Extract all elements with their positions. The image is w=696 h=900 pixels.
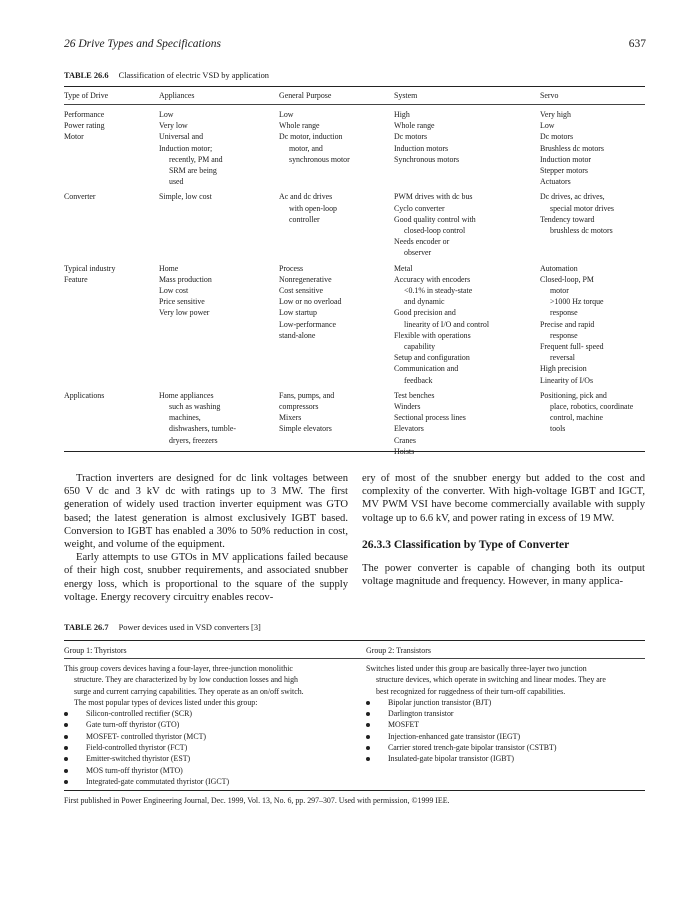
table1-col-type: Type of Drive <box>64 91 109 100</box>
table-cell <box>540 263 578 274</box>
cell-line: Winders <box>394 401 421 411</box>
cell-line: special motor drives <box>550 203 614 213</box>
cell-line: Good precision and <box>394 308 456 318</box>
bullet-icon <box>64 712 68 716</box>
cell-line: High <box>394 110 410 119</box>
cell-line: Low <box>279 110 294 119</box>
cell-line: linearity of I/O and control <box>404 319 490 329</box>
cell-line: capability <box>404 341 436 351</box>
cell-line: Very low <box>159 121 188 131</box>
cell-line: Communication and <box>394 364 459 374</box>
cell-line: Elevators <box>394 424 424 434</box>
intro-line: structure devices, which operate in switching and linear modes. They are <box>376 675 606 685</box>
cell-line: Dc motor, induction <box>279 132 343 142</box>
cell-line: place, robotics, coordinate <box>550 401 634 411</box>
cell-line: tools <box>550 424 566 434</box>
intro-line: best recognized for ruggedness of their turn-off capabilities. <box>376 686 566 696</box>
paragraph: Traction inverters are designed for dc link voltages between 650 V dc and 3 kV dc with ratings up to 3 MW. The first generation of widely used traction inverter equipment was GTO based; the latest generation is almost exclusively IGBT based. Conversion to IGBT has enabled a 30% to 50% reduction in cost, weight, and volume of the equipment. <box>64 473 348 551</box>
bullet-icon <box>64 769 68 773</box>
table-row <box>64 390 645 457</box>
table-row <box>64 120 645 131</box>
intro-line: This group covers devices having a four-layer, three-junction monolithic <box>64 664 293 673</box>
table1-title: Classification of electric VSD by application <box>118 71 269 80</box>
cell-line: Sectional process lines <box>394 413 466 423</box>
table-cell <box>279 120 320 131</box>
cell-line: Induction motors <box>394 143 449 153</box>
cell-line: Accuracy with encoders <box>394 274 471 284</box>
table1-top-rule <box>64 86 645 87</box>
cell-line: Stepper motors <box>540 165 588 175</box>
table1-col-general: General Purpose <box>279 91 332 100</box>
table-cell <box>394 131 459 165</box>
cell-line: Cost sensitive <box>279 285 324 295</box>
table2-top-rule <box>64 640 645 641</box>
cell-line: Low-performance <box>279 319 336 329</box>
cell-line: dishwashers, tumble- <box>169 424 237 434</box>
list-item-text: Bipolar junction transistor (BJT) <box>388 697 492 707</box>
cell-line: PWM drives with dc bus <box>394 192 473 202</box>
list-item <box>366 708 645 719</box>
list-item-text: Field-controlled thyristor (FCT) <box>86 743 188 753</box>
list-item-text: Carrier stored trench-gate bipolar transistor (CSTBT) <box>388 743 557 753</box>
table1-label: TABLE 26.6 <box>64 71 109 80</box>
list-item <box>64 731 354 742</box>
cell-line: Linearity of I/Os <box>540 375 594 385</box>
cell-line: Induction motor <box>540 154 592 164</box>
table-cell <box>540 109 571 120</box>
cell-line: observer <box>404 248 432 258</box>
cell-line: closed-loop control <box>404 225 466 235</box>
bullet-icon <box>366 712 370 716</box>
list-item-text: Injection-enhanced gate transistor (IEGT) <box>388 731 521 741</box>
bullet-icon <box>64 757 68 761</box>
cell-line: Fans, pumps, and <box>279 390 335 400</box>
cell-line: Process <box>279 263 304 273</box>
table-row <box>64 109 645 120</box>
table-cell <box>64 274 88 285</box>
cell-line: Low startup <box>279 308 317 318</box>
list-item-text: MOSFET <box>388 720 420 730</box>
table2-group1-header: Group 1: Thyristors <box>64 646 127 655</box>
table-cell <box>394 263 412 274</box>
bullet-icon <box>366 723 370 727</box>
table2-label: TABLE 26.7 <box>64 623 109 632</box>
table-cell <box>394 390 466 457</box>
cell-line: SRM are being <box>169 165 217 175</box>
table-cell <box>64 263 115 274</box>
table-cell <box>159 274 212 319</box>
cell-line: machines, <box>169 413 201 423</box>
table1-body <box>64 109 645 457</box>
table2-caption <box>64 623 261 632</box>
cell-line: controller <box>289 214 320 224</box>
list-item-text: Silicon-controlled rectifier (SCR) <box>86 709 193 719</box>
cell-line: Power rating <box>64 121 105 131</box>
paragraph: Early attempts to use GTOs in MV applications failed because of their high cost, snubber requirements, and associated snubber energy loss, which is proportional to the square of the supply voltage. Energy recovery circuitry enables recov- <box>64 552 348 603</box>
table-cell <box>64 390 104 401</box>
table-cell <box>394 109 410 120</box>
cell-line: Motor <box>64 132 84 142</box>
list-item-text: MOS turn-off thyristor (MTO) <box>86 765 183 775</box>
bullet-icon <box>64 780 68 784</box>
cell-line: reversal <box>550 353 575 363</box>
cell-line: Simple, low cost <box>159 192 212 202</box>
cell-line: Automation <box>540 263 578 273</box>
list-item <box>366 753 645 764</box>
cell-line: dryers, freezers <box>169 435 218 445</box>
table-cell <box>279 390 334 435</box>
table1-bottom-rule <box>64 451 645 452</box>
cell-line: Ac and dc drives <box>279 192 333 202</box>
table-cell <box>159 390 236 446</box>
table-cell <box>159 109 173 120</box>
cell-line: compressors <box>279 401 319 411</box>
table-cell <box>159 263 178 274</box>
cell-line: with open-loop <box>289 203 337 213</box>
table-cell <box>279 191 337 225</box>
table-row <box>64 131 645 191</box>
table-cell <box>540 191 614 236</box>
cell-line: Closed-loop, PM <box>540 274 594 284</box>
table-cell <box>159 120 188 131</box>
page-number: 637 <box>628 38 646 50</box>
intro-line: surge and current carrying capabilities. They operate as an on/off switch. <box>74 686 304 696</box>
intro-line: The most popular types of devices listed under this group: <box>74 697 258 707</box>
header-title: 26 Drive Types and Specifications <box>64 38 221 50</box>
cell-line: Universal and <box>159 132 204 142</box>
table-cell <box>64 131 84 142</box>
cell-line: Low <box>540 121 555 131</box>
cell-line: recently, PM and <box>169 154 223 164</box>
body-right-column <box>362 472 645 588</box>
list-item <box>64 753 354 764</box>
section-heading: 26.3.3 Classification by Type of Converter <box>362 537 570 551</box>
cell-line: <0.1% in steady-state <box>404 285 473 295</box>
cell-line: and dynamic <box>404 297 445 307</box>
cell-line: Good quality control with <box>394 214 476 224</box>
cell-line: Nonregenerative <box>279 274 332 284</box>
cell-line: Synchronous motors <box>394 154 460 164</box>
cell-line: Induction motor; <box>159 143 213 153</box>
table-cell <box>279 263 303 274</box>
cell-line: Low or no overload <box>279 297 342 307</box>
table-cell <box>540 120 554 131</box>
bullet-icon <box>64 723 68 727</box>
table1-col-appliances: Appliances <box>159 91 195 100</box>
table1-caption <box>64 71 269 80</box>
list-item-text: Gate turn-off thyristor (GTO) <box>86 720 180 730</box>
cell-line: Dc motors <box>540 132 574 142</box>
table-cell <box>540 274 604 386</box>
table-cell <box>279 131 350 165</box>
cell-line: Tendency toward <box>540 214 595 224</box>
list-item <box>366 719 645 730</box>
table1-col-servo: Servo <box>540 91 559 100</box>
intro-line: Switches listed under this group are basically three-layer two junction <box>366 664 587 673</box>
cell-line: Low cost <box>159 285 189 295</box>
cell-line: Positioning, pick and <box>540 390 607 400</box>
bullet-icon <box>366 735 370 739</box>
bullet-icon <box>366 701 370 705</box>
cell-line: Very high <box>540 110 571 119</box>
cell-line: Flexible with operations <box>394 330 471 340</box>
cell-line: synchronous motor <box>289 154 350 164</box>
cell-line: Test benches <box>394 390 435 400</box>
table2-bottom-rule <box>64 790 645 791</box>
table-cell <box>394 120 435 131</box>
paragraph: ery of most of the snubber energy but added to the cost and complexity of the converter. With high-voltage IGBT and IGCT, MV PWM VSI have become commercially available with supply voltage up to 6.6 kV, and power rating in excess of 19 MW. <box>362 473 645 524</box>
table-cell <box>394 274 489 386</box>
body-left-column <box>64 472 348 604</box>
list-item <box>64 765 354 776</box>
list-item-text: Insulated-gate bipolar transistor (IGBT) <box>388 754 514 764</box>
table2-title: Power devices used in VSD converters [3] <box>118 623 261 632</box>
cell-line: Metal <box>394 263 413 273</box>
cell-line: used <box>169 177 184 187</box>
cell-line: Home <box>159 263 179 273</box>
cell-line: Whole range <box>394 121 435 131</box>
table-cell <box>64 191 96 202</box>
table2-group1-content <box>64 663 354 787</box>
cell-line: Performance <box>64 110 105 119</box>
cell-line: Hoists <box>394 446 415 456</box>
cell-line: Setup and configuration <box>394 353 470 363</box>
table-cell <box>159 191 212 202</box>
list-item <box>64 719 354 730</box>
table-cell <box>540 390 633 435</box>
cell-line: >1000 Hz torque <box>550 297 604 307</box>
cell-line: such as washing <box>169 401 221 411</box>
cell-line: Frequent full- speed <box>540 341 604 351</box>
table1-header-row <box>64 90 645 102</box>
table-cell <box>540 131 604 187</box>
list-item-text: Emitter-switched thyristor (EST) <box>86 754 191 764</box>
cell-line: response <box>550 330 578 340</box>
table-cell <box>394 191 476 258</box>
cell-line: Applications <box>64 390 105 400</box>
paragraph: The power converter is capable of changing both its output voltage magnitude and frequency. However, in many applica- <box>362 563 645 588</box>
table-cell <box>279 109 293 120</box>
cell-line: Typical industry <box>64 263 116 273</box>
cell-line: Home appliances <box>159 390 214 400</box>
cell-line: response <box>550 308 578 318</box>
cell-line: brushless dc motors <box>550 225 613 235</box>
cell-line: Very low power <box>159 308 210 318</box>
list-item-text: Integrated-gate commutated thyristor (IGCT) <box>86 776 230 786</box>
table1-col-system: System <box>394 91 418 100</box>
cell-line: Converter <box>64 192 96 202</box>
cell-line: stand-alone <box>279 330 316 340</box>
cell-line: Precise and rapid <box>540 319 595 329</box>
bullet-icon <box>366 757 370 761</box>
cell-line: Dc drives, ac drives, <box>540 192 605 202</box>
cell-line: feedback <box>404 375 433 385</box>
cell-line: Brushless dc motors <box>540 143 604 153</box>
bullet-icon <box>64 735 68 739</box>
bullet-icon <box>366 746 370 750</box>
cell-line: Mass production <box>159 274 212 284</box>
list-item <box>366 731 645 742</box>
footnote: First published in Power Engineering Journal, Dec. 1999, Vol. 13, No. 6, pp. 297–307. Used with permission, ©1999 IEE. <box>64 796 450 805</box>
list-item <box>366 742 645 753</box>
list-item <box>64 708 354 719</box>
cell-line: High precision <box>540 364 587 374</box>
table-row <box>64 263 645 274</box>
list-item-text: Darlington transistor <box>388 709 454 719</box>
cell-line: Actuators <box>540 177 571 187</box>
table-cell <box>64 109 104 120</box>
cell-line: Price sensitive <box>159 297 205 307</box>
cell-line: Dc motors <box>394 132 428 142</box>
list-item <box>366 697 645 708</box>
cell-line: motor <box>550 285 569 295</box>
cell-line: Needs encoder or <box>394 237 450 247</box>
table-cell <box>64 120 105 131</box>
table-row <box>64 191 645 262</box>
table-cell <box>279 274 341 341</box>
cell-line: Feature <box>64 274 88 284</box>
list-item <box>64 742 354 753</box>
cell-line: Cyclo converter <box>394 203 445 213</box>
cell-line: Cranes <box>394 435 416 445</box>
table-row <box>64 274 645 390</box>
table2-group2-content <box>366 663 645 765</box>
cell-line: control, machine <box>550 413 604 423</box>
table2-header-rule <box>64 658 645 659</box>
table-cell <box>159 131 223 187</box>
running-header <box>64 38 646 50</box>
table1-header-rule <box>64 104 645 105</box>
cell-line: Simple elevators <box>279 424 332 434</box>
table2-group2-header: Group 2: Transistors <box>366 646 431 655</box>
bullet-icon <box>64 746 68 750</box>
list-item-text: MOSFET- controlled thyristor (MCT) <box>86 731 207 741</box>
list-item <box>64 776 354 787</box>
cell-line: motor, and <box>289 143 323 153</box>
cell-line: Whole range <box>279 121 320 131</box>
cell-line: Mixers <box>279 413 302 423</box>
cell-line: Low <box>159 110 174 119</box>
intro-line: structure. They are characterized by by low conduction losses and high <box>74 675 299 685</box>
